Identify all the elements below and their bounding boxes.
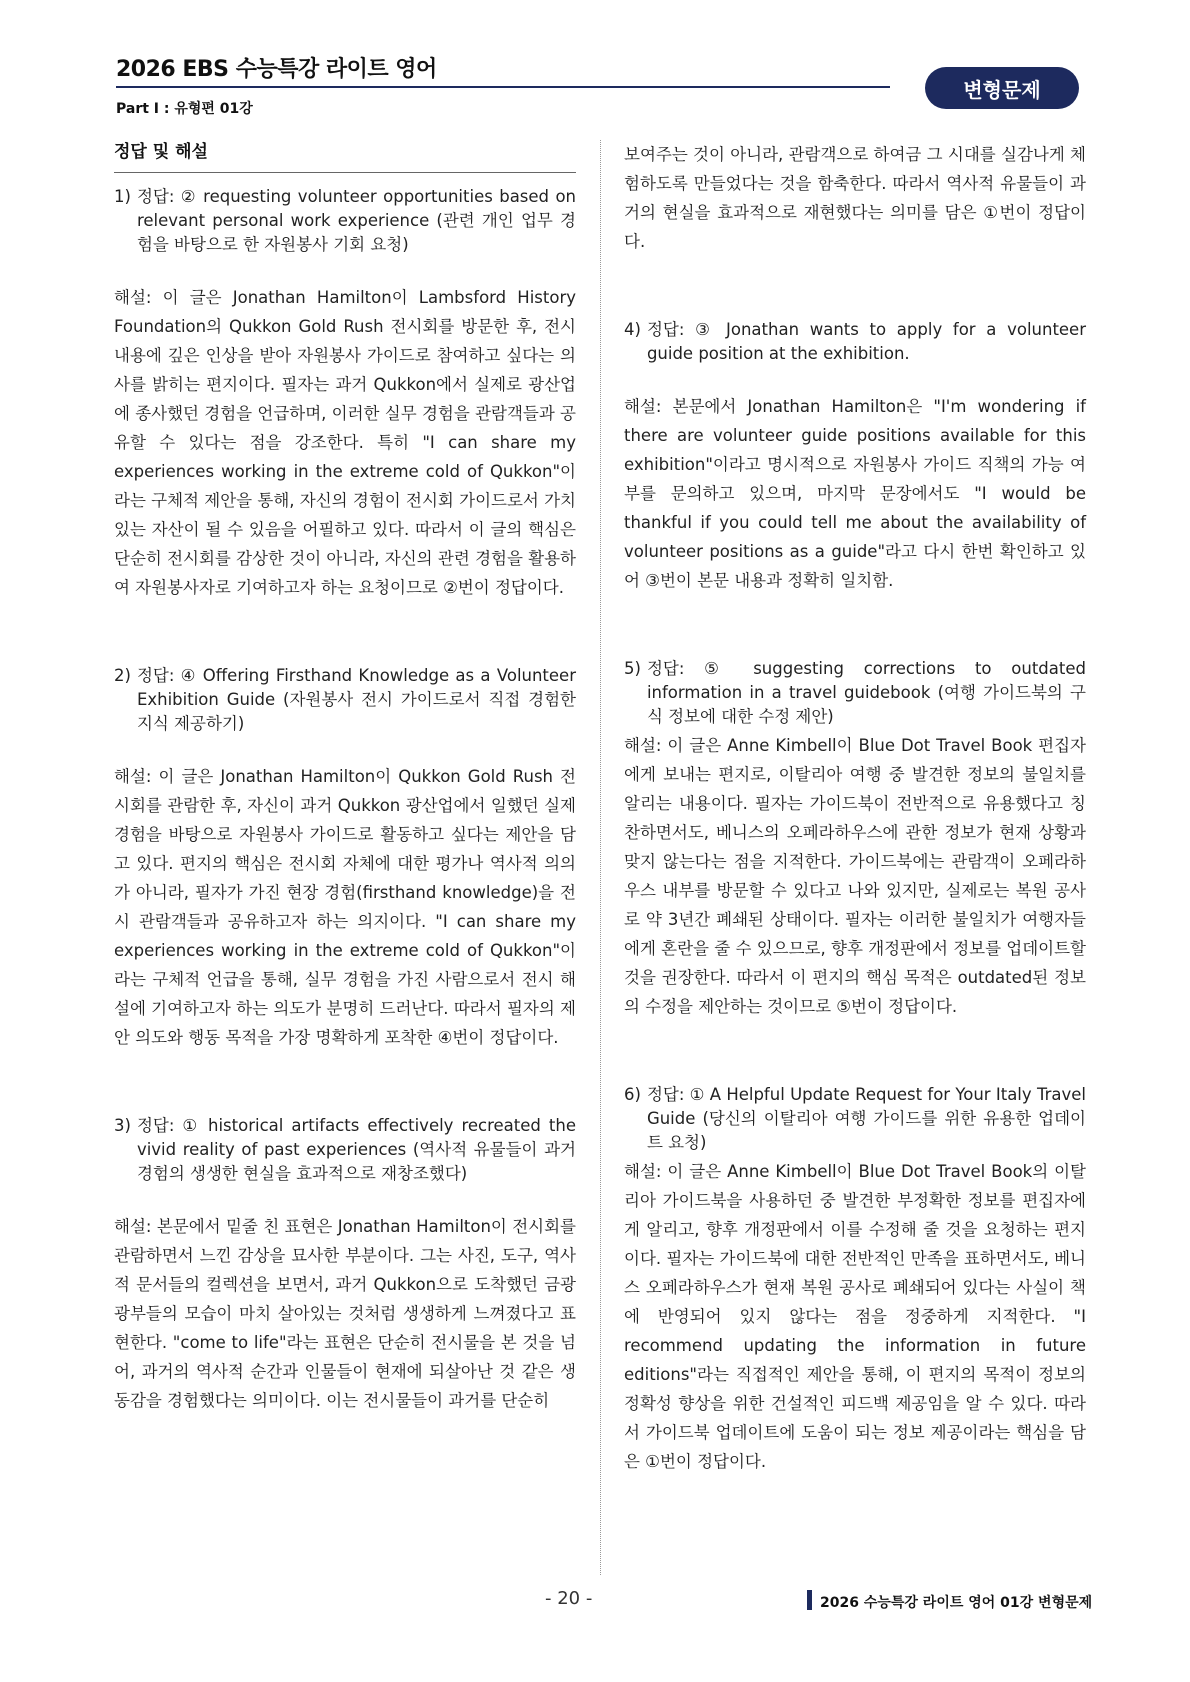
answer-4 [624,318,1086,366]
spacer [624,1021,1086,1083]
explanation-2: 해설: 이 글은 Jonathan Hamilton이 Qukkon Gold Rush 전시회를 관람한 후, 자신이 과거 Qukkon 광산업에서 일했던 실제 경험을 바탕으로 자원봉사 가이드로 활동하고 싶다는 제안을 담고 있다. 편지의 핵심은 전시회 자체에 대한 평가나 역사적 의의가 아니라, 필자가 가진 현장 경험(firsthand knowledge)을 전시 관람객들과 공유하고자 하는 의지이다. "I can share my experiences working in the extreme cold of Qukkon"이라는 구체적 언급을 통해, 실무 경험을 가진 사람으로서 전시 해설에 기여하고자 하는 의도가 분명히 드러난다. 따라서 필자의 제안 의도와 행동 목적을 가장 명확하게 포착한 ④번이 정답이다. [114,767,576,1047]
answer-number: 4) [624,320,641,339]
answer-3 [114,1114,576,1186]
answer-number: 5) [624,659,641,678]
explanation-3-part1: 해설: 본문에서 밑줄 친 표현은 Jonathan Hamilton이 전시회를 관람하면서 느낀 감상을 묘사한 부분이다. 그는 사진, 도구, 역사적 문서들의 컬렉션을 보면서, 과거 Qukkon으로 도착했던 금광 광부들의 모습이 마치 살아있는 것처럼 생생하게 느껴졌다고 표현한다. "come to life"라는 표현은 단순히 전시물을 본 것을 넘어, 과거의 역사적 순간과 인물들이 현재에 되살아난 것 같은 생동감을 경험했다는 의미이다. 이는 전시물들이 과거를 단순히 [114,1217,576,1410]
answer-text: 정답: ② requesting volunteer opportunities based on relevant personal work experience (관련 개인 업무 경험을 바탕으로 한 자원봉사 기회 요청) [136,187,576,254]
right-column [624,140,1086,1476]
explanation-4: 해설: 본문에서 Jonathan Hamilton은 "I'm wondering if there are volunteer guide positions available for this exhibition"이라고 명시적으로 자원봉사 가이드 직책의 가능 여부를 문의하고 있으며, 마지막 문장에서도 "I would be thankful if you could tell me about the availability of volunteer positions as a guide"라고 다시 한번 확인하고 있어 ③번이 본문 내용과 정확히 일치함. [624,397,1086,590]
header-divider [116,86,890,88]
spacer [624,256,1086,318]
answer-text: 정답: ④ Offering Firsthand Knowledge as a Volunteer Exhibition Guide (자원봉사 전시 가이드로서 직접 경험한 지식 제공하기) [136,666,576,733]
explanation-5: 해설: 이 글은 Anne Kimbell이 Blue Dot Travel Book 편집자에게 보내는 편지로, 이탈리아 여행 중 발견한 정보의 불일치를 알리는 내용이다. 필자는 가이드북이 전반적으로 유용했다고 칭찬하면서도, 베니스의 오페라하우스에 관한 정보가 현재 상황과 맞지 않는다는 점을 지적한다. 가이드북에는 관람객이 오페라하우스 내부를 방문할 수 있다고 나와 있지만, 실제로는 복원 공사로 약 3년간 폐쇄된 상태이다. 필자는 이러한 불일치가 여행자들에게 혼란을 줄 수 있으므로, 향후 개정판에서 정보를 업데이트할 것을 권장한다. 따라서 이 편지의 핵심 목적은 outdated된 정보의 수정을 제안하는 것이므로 ⑤번이 정답이다. [624,736,1086,1016]
footer-marker [807,1590,812,1610]
header-title: 2026 EBS 수능특강 라이트 영어 [116,57,437,82]
answer-number: 3) [114,1116,131,1135]
answer-text: 정답: ① A Helpful Update Request for Your Italy Travel Guide (당신의 이탈리아 여행 가이드를 위한 유용한 업데이트 요청) [646,1085,1086,1152]
left-column [114,140,576,1415]
spacer [114,602,576,664]
answer-text: 정답: ① historical artifacts effectively recreated the vivid reality of past experiences (역사적 유물들이 과거 경험의 생생한 현실을 효과적으로 재창조했다) [136,1116,576,1183]
answer-2 [114,664,576,736]
answer-text: 정답: ⑤ suggesting corrections to outdated information in a travel guidebook (여행 가이드북의 구식 정보에 대한 수정 제안) [646,659,1086,726]
answer-5 [624,657,1086,729]
page-number: - 20 - [545,1588,593,1609]
answer-number: 6) [624,1085,641,1104]
answer-1 [114,185,576,257]
spacer [114,1052,576,1114]
answer-number: 1) [114,187,131,206]
header-badge: 변형문제 [925,67,1079,109]
section-title: 정답 및 해설 [114,140,576,173]
explanation-6: 해설: 이 글은 Anne Kimbell이 Blue Dot Travel Book의 이탈리아 가이드북을 사용하던 중 발견한 부정확한 정보를 편집자에게 알리고, 향후 개정판에서 이를 수정해 줄 것을 요청하는 편지이다. 필자는 가이드북에 대한 전반적인 만족을 표하면서도, 베니스 오페라하우스가 현재 복원 공사로 폐쇄되어 있다는 사실이 책에 반영되어 있지 않다는 점을 정중하게 지적한다. "I recommend updating the information in future editions"라는 직접적인 제안을 통해, 이 편지의 목적이 정보의 정확성 향상을 위한 건설적인 피드백 제공임을 알 수 있다. 따라서 가이드북 업데이트에 도움이 되는 정보 제공이라는 핵심을 담은 ①번이 정답이다. [624,1162,1086,1471]
explanation-1: 해설: 이 글은 Jonathan Hamilton이 Lambsford History Foundation의 Qukkon Gold Rush 전시회를 방문한 후, 전시 내용에 깊은 인상을 받아 자원봉사 가이드로 참여하고 싶다는 의사를 밝히는 편지이다. 필자는 과거 Qukkon에서 실제로 광산업에 종사했던 경험을 언급하며, 이러한 실무 경험을 관람객들과 공유할 수 있다는 점을 강조한다. 특히 "I can share my experiences working in the extreme cold of Qukkon"이라는 구체적 제안을 통해, 자신의 경험이 전시회 가이드로서 가치 있는 자산이 될 수 있음을 어필하고 있다. 따라서 이 글의 핵심은 단순히 전시회를 감상한 것이 아니라, 자신의 관련 경험을 활용하여 자원봉사자로 기여하고자 하는 요청이므로 ②번이 정답이다. [114,288,576,597]
header-subtitle: Part Ⅰ : 유형편 01강 [116,101,253,117]
explanation-3-part2: 보여주는 것이 아니라, 관람객으로 하여금 그 시대를 실감나게 체험하도록 만들었다는 것을 함축한다. 따라서 역사적 유물들이 과거의 현실을 효과적으로 재현했다는 의미를 담은 ①번이 정답이다. [624,145,1086,251]
footer-label: 2026 수능특강 라이트 영어 01강 변형문제 [820,1595,1093,1611]
spacer [624,595,1086,657]
answer-text: 정답: ③ Jonathan wants to apply for a volunteer guide position at the exhibition. [646,320,1086,363]
answer-6 [624,1083,1086,1155]
answer-number: 2) [114,666,131,685]
column-divider [600,140,601,1575]
